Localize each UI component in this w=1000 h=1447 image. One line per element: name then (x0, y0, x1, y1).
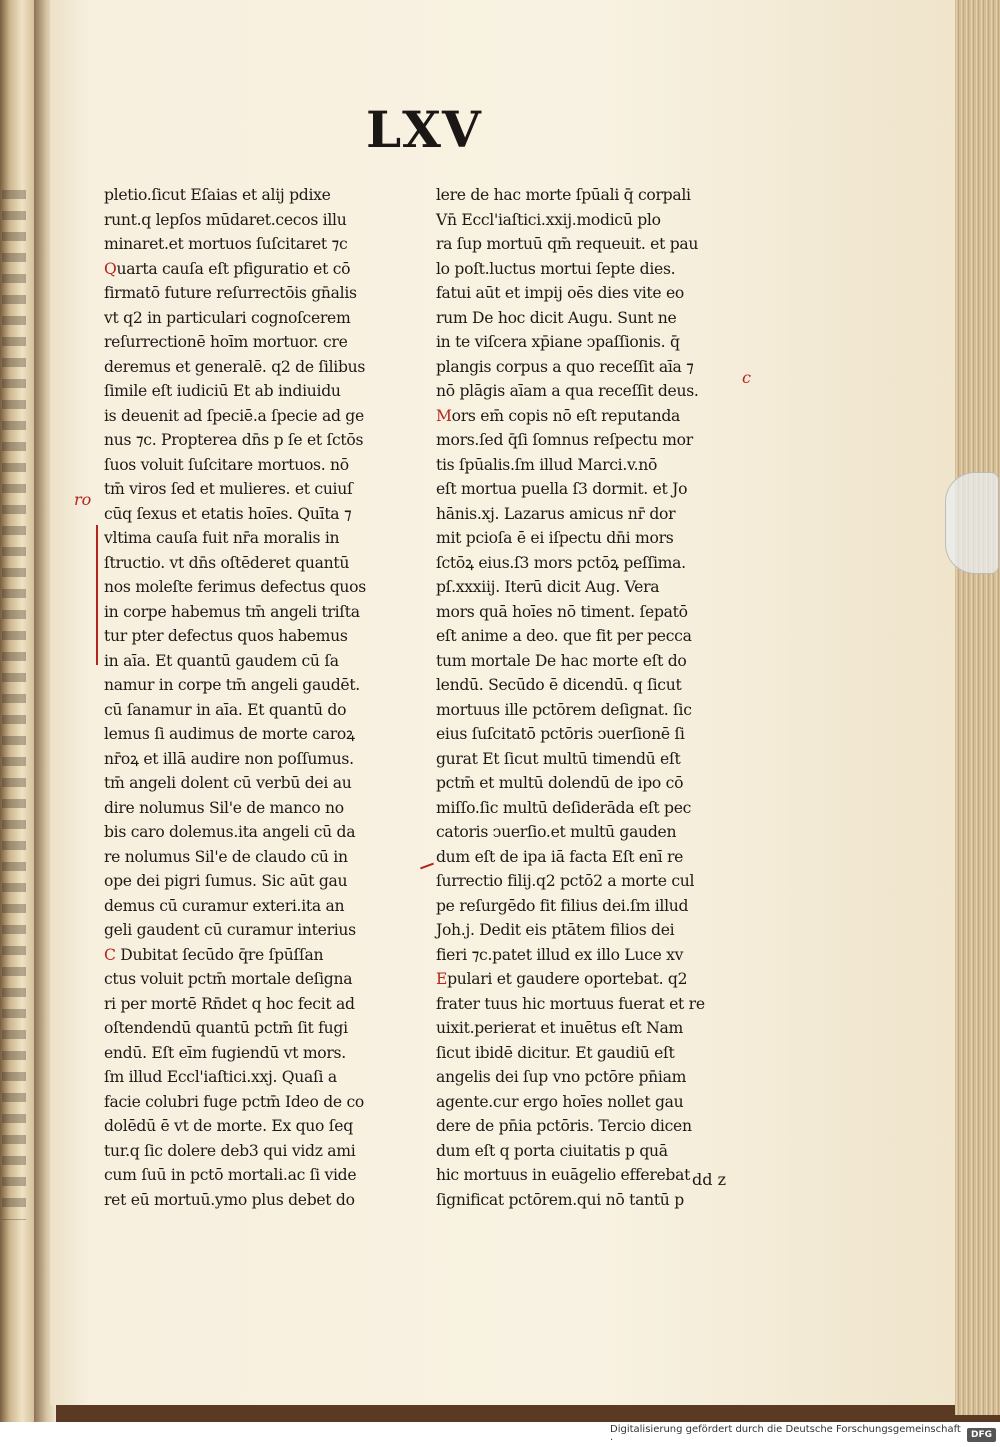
text-line: tm̄ viros ſed et mulieres. et cuiuſ (104, 480, 353, 498)
text-line: ſtructio. vt dn̄s oſtēderet quantū (104, 553, 350, 572)
text-line: dum eſt de ipa iā facta Eſt enī re (436, 847, 684, 866)
text-line: ſurrectio filij.q2 pctō2 a morte cul (436, 872, 695, 890)
text-line: runt.q lepſos mūdaret.cecos illu (104, 210, 347, 229)
text-line: cum ſuū in pctō mortali.ac ſi vide (104, 1166, 357, 1184)
text-line: uixit.perierat et inuētus eſt Nam (436, 1019, 683, 1037)
text-line: vt q2 in particulari cognoſcerem (104, 308, 351, 327)
text-line: hic mortuus in euāgelio efferebat (436, 1166, 691, 1184)
footer-credit-text: Digitalisierung gefördert durch die Deutsche Forschungsgemeinschaft · (610, 1423, 961, 1446)
text-line: Quarta cauſa eſt pfiguratio et cō (104, 259, 351, 278)
text-line: ri per mortē Rn̄det q hoc fecit ad (104, 994, 355, 1013)
text-line: in te viſcera xp̄iane ↄpaſſionis. q̄ (436, 333, 680, 351)
page-clip (945, 472, 999, 574)
text-line: in corpe habemus tm̄ angeli triſta (104, 602, 360, 621)
text-line: eſt anime a deo. que fit per pecca (436, 627, 692, 645)
text-line: bis caro dolemus.ita angeli cū da (104, 823, 356, 841)
facing-page-text (2, 190, 26, 1220)
text-line: re nolumus Sil'e de claudo cū in (104, 847, 348, 866)
text-line: lere de hac morte ſpūali q̄ corpali (436, 186, 691, 204)
text-line: frater tuus hic mortuus fuerat et re (436, 994, 705, 1013)
text-line: Epulari et gaudere oportebat. q2 (436, 970, 688, 988)
margin-note-right: c (742, 368, 751, 387)
text-line: tur.q ſic dolere deb3 qui vidz ami (104, 1141, 356, 1160)
text-line: pe reſurgēdo fit filius dei.ſm illud (436, 896, 689, 915)
dfg-logo: DFG (967, 1428, 996, 1442)
facing-page-edge (0, 0, 34, 1422)
text-line: ope dei pigri ſumus. Sic aūt gau (104, 872, 348, 890)
text-line: pctm̄ et multū dolendū de ipo cō (436, 774, 684, 792)
text-line: ſm illud Eccl'iaſtici.xxj. Quaſi a (104, 1068, 337, 1086)
signature-mark: dd z (692, 1170, 726, 1189)
text-line: namur in corpe tm̄ angeli gaudēt. (104, 676, 360, 694)
text-line: is deuenit ad ſpeciē.a ſpecie ad ge (104, 406, 364, 425)
text-line: deremus et generalē. q2 de ſilibus (104, 357, 366, 376)
text-line: ret eū mortuū.ymo plus debet do (104, 1190, 355, 1209)
text-line: C Dubitat ſecūdo q̄re ſpūſſan (104, 945, 324, 964)
fore-edge (955, 0, 1000, 1415)
text-line: agente.cur ergo hoīes nollet gau (436, 1092, 684, 1111)
text-line: nus ⁊c. Propterea dn̄s p ſe et ſctōs (104, 431, 364, 449)
rubric-initial: M (436, 406, 452, 425)
text-line: tum mortale De hac morte eſt do (436, 651, 687, 670)
text-line: dum eſt q porta ciuitatis p quā (436, 1141, 668, 1160)
rubric-initial: C (104, 945, 116, 964)
text-line: eius ſuſcitatō pctōris ↄuerſionē ſi (436, 725, 685, 743)
text-line: nr̄oꝝ et illā audire non poſſumus. (104, 749, 354, 768)
text-line: ſuos voluit ſuſcitare mortuos. nō (104, 455, 349, 474)
text-line: Joh.j. Dedit eis ptātem filios dei (436, 921, 675, 939)
text-line: catoris ↄuerſio.et multū gauden (436, 823, 677, 841)
text-line: ſctōꝝ eius.ſ3 mors pctōꝝ peſſima. (436, 553, 686, 572)
text-line: vltima cauſa fuit nr̄a moralis in (104, 529, 340, 547)
text-line: ſicut ibidē dicitur. Et gaudiū eſt (436, 1043, 675, 1062)
text-line: facie colubri fuge pctm̄ Ideo de co (104, 1092, 365, 1111)
text-line: angelis dei ſup vno pctōre pn̄iam (436, 1068, 687, 1086)
text-line: mortuus ille pctōrem deſignat. ſic (436, 700, 692, 719)
text-line: ſignificat pctōrem.qui nō tantū p (436, 1190, 684, 1209)
text-line: dire nolumus Sil'e de manco no (104, 798, 344, 817)
right-text-column (436, 183, 766, 1212)
text-line: tis ſpūalis.ſm illud Marci.v.nō (436, 455, 658, 474)
text-line: lemus ſi audimus de morte caroꝝ (104, 725, 355, 743)
text-line: cūq ſexus et etatis hoīes. Quīta ⁊ (104, 504, 352, 523)
text-line: minaret.et mortuos ſuſcitaret ⁊c (104, 235, 348, 253)
text-line: oſtendendū quantū pctm̄ ſit fugi (104, 1019, 348, 1037)
text-line: demus cū curamur exteri.ita an (104, 896, 345, 915)
text-line: pſ.xxxiij. Iterū dicit Aug. Vera (436, 578, 660, 596)
text-line: plangis corpus a quo receſſit aīa ⁊ (436, 357, 694, 376)
text-line: ra ſup mortuū qm̄ requeuit. et pau (436, 235, 699, 253)
text-line: tur pter defectus quos habemus (104, 627, 348, 645)
text-line: rum De hoc dicit Augu. Sunt ne (436, 308, 677, 327)
text-line: miſſo.ſic multū deſiderāda eſt pec (436, 798, 692, 817)
footer-credit (610, 1422, 1000, 1447)
text-line: tm̄ angeli dolent cū verbū dei au (104, 774, 352, 792)
text-line: nos moleſte ferimus defectus quos (104, 578, 366, 596)
text-line: ctus voluit pctm̄ mortale deſigna (104, 970, 353, 988)
margin-note-left: ro (74, 490, 92, 509)
margin-rule-left (96, 525, 98, 665)
text-line: ſimile eſt iudiciū Et ab indiuidu (104, 382, 341, 400)
text-line: Mors em̄ copis nō eſt reputanda (436, 406, 681, 425)
text-line: Vn̄ Eccl'iaſtici.xxij.modicū plo (436, 210, 661, 229)
text-line: reſurrectionē hoīm mortuor. cre (104, 333, 348, 351)
text-line: dolēdū ē vt de morte. Ex quo ſeq (104, 1117, 353, 1135)
text-line: fatui aūt et impij oēs dies vite eo (436, 284, 684, 302)
text-line: mors quā hoīes nō timent. ſepatō (436, 602, 688, 621)
folio-number: LXV (366, 100, 482, 159)
rubric-initial: Q (104, 259, 117, 278)
text-line: in aīa. Et quantū gaudem cū ſa (104, 651, 339, 670)
text-line: nō plāgis aīam a qua receſſit deus. (436, 382, 699, 400)
text-line: cū ſanamur in aīa. Et quantū do (104, 700, 347, 719)
text-line: lo poſt.luctus mortui ſepte dies. (436, 259, 676, 278)
text-line: mors.ſed q̄ſi ſomnus reſpectu mor (436, 431, 693, 449)
text-line: hānis.xj. Lazarus amicus nr̄ dor (436, 504, 676, 523)
text-line: fieri ⁊c.patet illud ex illo Luce xv (436, 945, 684, 964)
text-line: lendū. Secūdo ē dicendū. q ſicut (436, 676, 682, 694)
text-line: firmatō future reſurrectōis gn̄alis (104, 284, 357, 302)
left-text-column (104, 183, 434, 1212)
text-line: dere de pn̄ia pctōris. Tercio dicen (436, 1117, 692, 1135)
rubric-initial: E (436, 970, 448, 988)
text-line: pletio.ſicut Eſaias et alij pdixe (104, 186, 331, 204)
text-line: eſt mortua puella ſ3 dormit. et Jo (436, 480, 688, 498)
text-line: mit pcioſa ē ei iſpectu dn̄i mors (436, 529, 674, 547)
text-line: gurat Et ſicut multū timendū eſt (436, 749, 681, 768)
text-line: endū. Eſt eīm fugiendū vt mors. (104, 1043, 346, 1062)
text-line: geli gaudent cū curamur interius (104, 921, 356, 939)
